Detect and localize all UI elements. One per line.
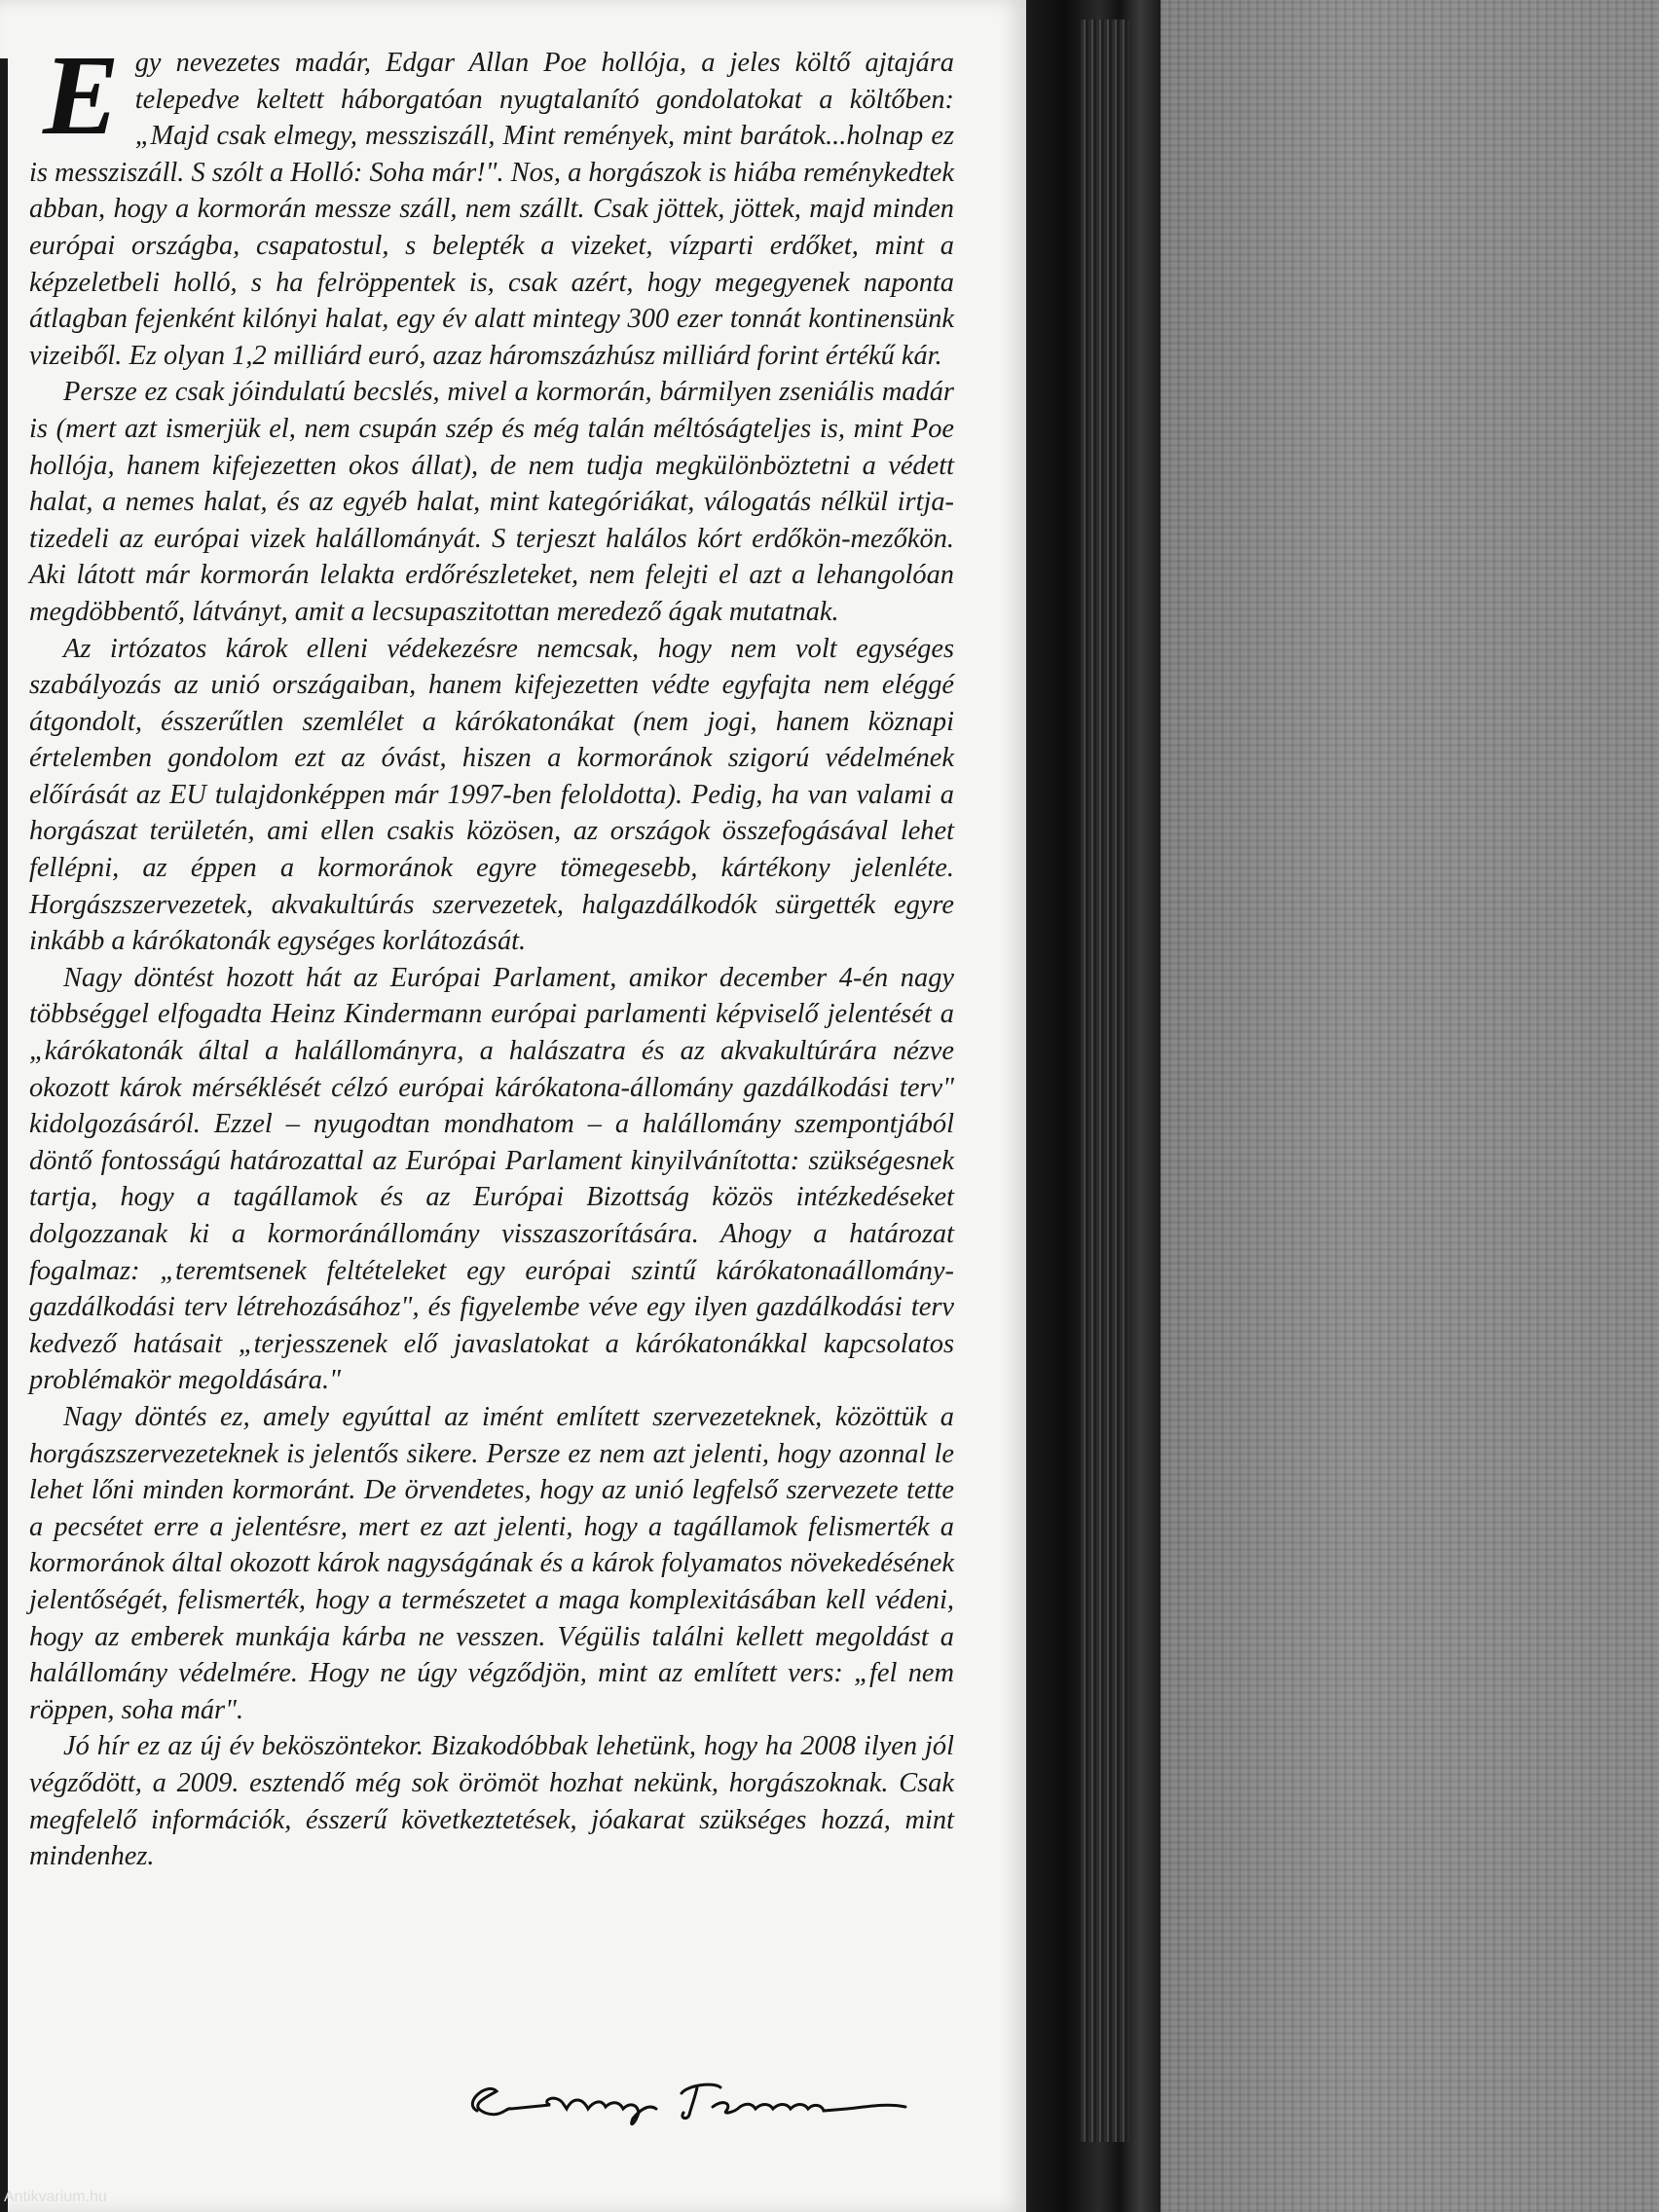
drop-cap: E (43, 31, 120, 159)
paragraph-2: Persze ez csak jóindulatú becslés, mivel a kormorán, bármilyen zseniális madár is (mert azt ismerjük el, nem csupán szép és még talán méltóságteljes is, mint Poe hollója, hanem kifejezetten okos állat), de nem tudja megkülönböztetni a védett halat, a nemes halat, és az egyéb halat, mint kategóriákat, válogatás nélkül irtja-tizedeli az európai vizek halállományát. S terjeszt halálos kórt erdőkön-mezőkön. Aki látott már kormorán lelakta erdőrészleteket, nem felejti el azt a lehangolóan megdöbbentő, látványt, amit a lecsupaszitottan meredező ágak mutatnak. (29, 377, 954, 627)
page-left-border (0, 58, 8, 2212)
paragraph-1 (29, 31, 954, 374)
watermark: Antikvarium.hu (4, 2189, 107, 2205)
paragraph-1-text: gy nevezetes madár, Edgar Allan Poe hollója, a jeles költő ajtajára telepedve keltett háborgatóan nyugtalanító gondolatokat a költőben: „Majd csak elmegy, messziszáll, Mint remények, mint barátok...holnap ez is messziszáll. S szólt a Holló: Soha már!". Nos, a horgászok is hiába reménykedtek abban, hogy a kormorán messze száll, nem szállt. Csak jöttek, jöttek, majd minden európai országba, csapatostul, s belepték a vizeket, vízparti erdőket, mint a képzeletbeli holló, s ha felröppentek is, csak azért, hogy megegyenek naponta átlagban fejenként kilónyi halat, egy év alatt mintegy 300 ezer tonnát kontinensünk vizeiből. Ez olyan 1,2 milliárd euró, azaz háromszázhúsz milliárd forint értékű kár. (29, 48, 954, 371)
paragraph-5: Nagy döntés ez, amely egyúttal az imént említett szervezeteknek, közöttük a horgászszervezeteknek is jelentős sikere. Persze ez nem azt jelenti, hogy azonnal le lehet lőni minden kormoránt. De örvendetes, hogy az unió legfelső szervezete tette a pecsétet erre a jelentésre, mert ez azt jelenti, hogy a tagállamok felismerték a kormoránok által okozott károk nagyságának és a károk folyamatos növekedésének jelentőségét, felismerték, hogy a természetet a maga komplexitásában kell védeni, hogy az emberek munkája kárba ne vesszen. Végülis találni kellett megoldást a halállomány védelmére. Hogy ne úgy végződjön, mint az említett vers: „fel nem röppen, soha már". (29, 1401, 954, 1725)
signature (458, 2064, 944, 2132)
page-stack (1081, 19, 1129, 2142)
article-text (29, 31, 954, 1875)
desk-background (1149, 0, 1659, 2212)
paragraph-3: Az irtózatos károk elleni védekezésre nemcsak, hogy nem volt egységes szabályozás az unió országaiban, hanem kifejezetten védte egyfajta nem eléggé átgondolt, ésszerűtlen szemlélet a kárókatonákat (nem jogi, hanem köznapi értelemben gondolom ezt az óvást, hiszen a kormoránok szigorú védelmének előírását az EU tulajdonképpen már 1997-ben feloldotta). Pedig, ha van valami a horgászat területén, ami ellen csakis közösen, az országok összefogásával lehet fellépni, az éppen a kormoránok egyre tömegesebb, kártékony jelenléte. Horgászszervezetek, akvakultúrás szervezetek, halgazdálkodók sürgették egyre inkább a kárókatonák egységes korlátozását. (29, 633, 954, 957)
paragraph-6: Jó hír ez az új év beköszöntekor. Bizakodóbbak lehetünk, hogy ha 2008 ilyen jól végződött, a 2009. esztendő még sok örömöt hozhat nekünk, horgászoknak. Csak megfelelő információk, ésszerű következtetések, jóakarat szükséges hozzá, mint mindenhez. (29, 1731, 954, 1872)
paragraph-4: Nagy döntést hozott hát az Európai Parlament, amikor december 4-én nagy többséggel elfogadta Heinz Kindermann európai parlamenti képviselő jelentését a „kárókatonák által a halállományra, a halászatra és az akvakultúrára nézve okozott károk mérséklését célzó európai kárókatona-állomány gazdálkodási terv" kidolgozásáról. Ezzel – nyugodtan mondhatom – a halállomány szempontjából döntő fontosságú határozattal az Európai Parlament kinyilvánította: szükségesnek tartja, hogy a tagállamok és az Európai Bizottság közös intézkedéseket dolgozzanak ki a kormoránállomány visszaszorítására. Ahogy a határozat fogalmaz: „teremtsenek feltételeket egy európai szintű kárókatonaállomány-gazdálkodási terv létrehozásához", és figyelembe véve egy ilyen gazdálkodási terv kedvező hatásait „terjesszenek elő javaslatokat a kárókatonákkal kapcsolatos problémakör megoldására." (29, 962, 954, 1396)
